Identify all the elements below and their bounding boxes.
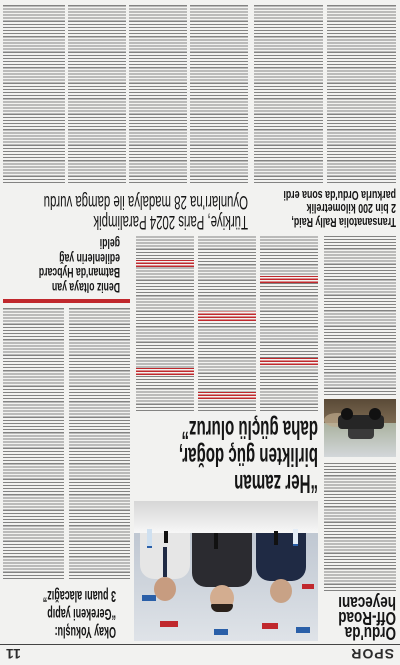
headline-line: edilenlerin yağ xyxy=(59,251,120,267)
rally-headline xyxy=(230,189,396,230)
red-subheading xyxy=(136,260,194,267)
article-body-column xyxy=(327,3,396,183)
headline-line: “Her zaman xyxy=(234,469,318,499)
headline-line: Off-Road xyxy=(338,608,396,628)
article-body-column xyxy=(3,3,65,183)
headline-line: parkurla Ordu'da sona erdi xyxy=(283,188,396,203)
backdrop-logo xyxy=(296,627,310,633)
person-head xyxy=(270,579,292,603)
vehicle-wheel xyxy=(341,408,353,420)
article-body-column xyxy=(3,307,64,579)
backdrop-logo xyxy=(262,623,278,629)
headline-line: Deniz oltaya yan xyxy=(51,280,120,296)
okay-yokuslu-headline xyxy=(0,586,116,640)
backdrop-logo xyxy=(302,584,314,589)
person-head xyxy=(154,577,176,601)
headline-line: heyecanı xyxy=(338,593,396,613)
person-tie xyxy=(163,547,167,577)
headline-line: 2 bin 200 kilometrelik xyxy=(306,201,396,217)
backdrop-logo xyxy=(160,621,178,627)
red-subheading xyxy=(198,392,256,399)
article-body-column xyxy=(129,3,187,183)
backdrop-logo xyxy=(142,595,156,601)
offroad-photo xyxy=(324,399,396,457)
backdrop-logo xyxy=(214,629,228,635)
headline-line: birlikten güç doğar, xyxy=(178,442,318,472)
water-bottle xyxy=(147,529,152,548)
article-body-column xyxy=(68,3,126,183)
article-body-column xyxy=(198,235,256,411)
page-number: 11 xyxy=(6,646,21,662)
headline-line: 3 puanı alacağız” xyxy=(42,587,116,604)
interview-headline xyxy=(78,416,318,497)
headline-line: Batman'da Hybcard xyxy=(38,265,120,282)
article-body-column xyxy=(260,235,318,411)
offroad-headline xyxy=(319,593,396,643)
vehicle-wheel xyxy=(369,408,381,420)
water-bottle xyxy=(293,529,298,546)
headline-line: “Gerekeni yapıp xyxy=(47,605,116,622)
headline-line: geldi xyxy=(99,236,120,253)
article-body-column xyxy=(190,3,248,183)
red-subheading xyxy=(260,358,318,365)
headline-line: Ordu'da xyxy=(344,623,396,643)
header-rule xyxy=(0,644,400,645)
article-body-column xyxy=(324,461,396,591)
section-label: SPOR xyxy=(350,646,394,662)
red-subheading xyxy=(260,276,318,283)
article-body-column xyxy=(254,3,323,183)
microphone xyxy=(214,533,218,549)
press-table xyxy=(134,501,318,533)
article-body-column xyxy=(324,235,396,395)
headline-line: Transanatolia Rally Raid, xyxy=(291,215,396,230)
headline-line: Okay Yokuşlu: xyxy=(54,623,116,640)
microphone xyxy=(164,531,168,543)
person-hair xyxy=(211,604,233,612)
headline-line: Oyunları'na 28 madalya ile damga vurdu xyxy=(43,191,248,212)
batman-headline xyxy=(0,237,120,295)
section-kicker-bar xyxy=(3,299,130,303)
red-subheading xyxy=(198,311,256,321)
microphone xyxy=(274,531,278,545)
paralympics-headline xyxy=(0,191,248,231)
red-subheading xyxy=(136,368,194,375)
headline-line: daha güçlü oluruz” xyxy=(181,415,318,445)
headline-line: Türkiye, Paris 2024 Paralimpik xyxy=(93,211,248,232)
press-conference-photo xyxy=(134,501,318,641)
